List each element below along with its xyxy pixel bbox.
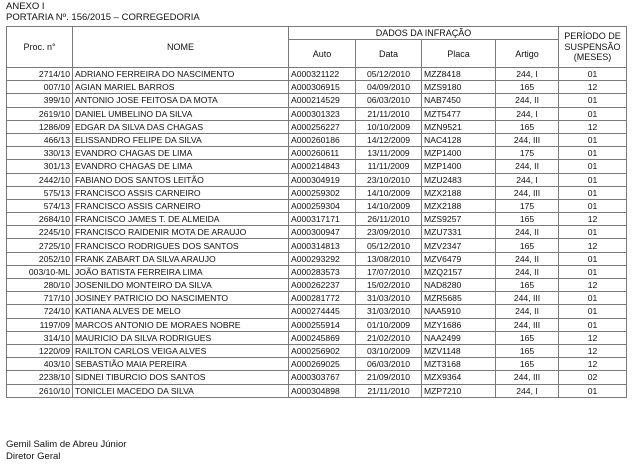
suspension-table [6,26,627,398]
cell-artigo: 244, I [496,173,559,186]
cell-nome: FRANCISCO JAMES T. DE ALMEIDA [73,213,289,226]
cell-data: 13/11/2009 [356,147,422,160]
table-row [7,213,627,226]
header-proc: Proc. n° [7,27,73,68]
cell-periodo: 01 [559,186,627,199]
cell-data: 01/10/2009 [356,318,422,331]
cell-proc: 574/13 [7,199,73,212]
cell-placa: MZS9257 [422,213,496,226]
table-row [7,358,627,371]
cell-data: 05/12/2010 [356,68,422,81]
cell-auto: A000256902 [289,344,356,357]
table-row [7,81,627,94]
cell-proc: 1197/09 [7,318,73,331]
cell-periodo: 01 [559,226,627,239]
cell-placa: MZU7331 [422,226,496,239]
cell-data: 14/10/2009 [356,186,422,199]
cell-periodo: 12 [559,279,627,292]
cell-periodo: 12 [559,81,627,94]
header-data: Data [356,40,422,68]
cell-periodo: 01 [559,305,627,318]
cell-proc: 2238/10 [7,371,73,384]
cell-artigo: 244, III [496,292,559,305]
header-dados-infracao: DADOS DA INFRAÇÃO [289,27,559,40]
cell-placa: MZQ2157 [422,265,496,278]
cell-data: 21/11/2010 [356,384,422,397]
cell-artigo: 165 [496,239,559,252]
cell-placa: MZY1686 [422,318,496,331]
cell-placa: MZV6479 [422,252,496,265]
table-row [7,107,627,120]
cell-periodo: 12 [559,213,627,226]
cell-data: 21/09/2010 [356,371,422,384]
cell-auto: A000283573 [289,265,356,278]
cell-periodo: 12 [559,239,627,252]
cell-nome: MARCOS ANTONIO DE MORAES NOBRE [73,318,289,331]
cell-placa: NAC4128 [422,133,496,146]
cell-data: 06/03/2010 [356,94,422,107]
cell-auto: A000274445 [289,305,356,318]
cell-periodo: 02 [559,371,627,384]
cell-placa: MZX2188 [422,199,496,212]
cell-proc: 2442/10 [7,173,73,186]
cell-data: 04/09/2010 [356,81,422,94]
signer-name: Gemil Salim de Abreu Júnior [6,439,127,450]
cell-data: 23/09/2010 [356,226,422,239]
cell-proc: 403/10 [7,358,73,371]
cell-data: 06/03/2010 [356,358,422,371]
cell-placa: NAB7450 [422,94,496,107]
cell-nome: TONICLEI MACEDO DA SILVA [73,384,289,397]
header-periodo-line2: SUSPENSÃO [564,41,621,52]
table-row [7,279,627,292]
cell-data: 23/10/2010 [356,173,422,186]
cell-proc: 466/13 [7,133,73,146]
cell-artigo: 165 [496,120,559,133]
cell-data: 11/11/2009 [356,160,422,173]
table-row [7,239,627,252]
cell-placa: MZV1148 [422,344,496,357]
table-row [7,133,627,146]
cell-auto: A000301323 [289,107,356,120]
cell-nome: EVANDRO CHAGAS DE LIMA [73,160,289,173]
header-artigo: Artigo [496,40,559,68]
table-row [7,94,627,107]
table-row [7,331,627,344]
cell-artigo: 244, III [496,133,559,146]
cell-artigo: 165 [496,331,559,344]
table-body [7,68,627,398]
table-row [7,265,627,278]
cell-placa: MZR5685 [422,292,496,305]
cell-proc: 314/10 [7,331,73,344]
cell-artigo: 165 [496,213,559,226]
cell-nome: ANTONIO JOSE FEITOSA DA MOTA [73,94,289,107]
cell-auto: A000269025 [289,358,356,371]
signer-role: Diretor Geral [6,451,61,462]
cell-proc: 2684/10 [7,213,73,226]
table-row [7,371,627,384]
cell-auto: A000321122 [289,68,356,81]
cell-proc: 2245/10 [7,226,73,239]
cell-artigo: 244, I [496,107,559,120]
cell-placa: NAD8280 [422,279,496,292]
cell-periodo: 12 [559,331,627,344]
cell-periodo: 01 [559,160,627,173]
cell-proc: 007/10 [7,81,73,94]
cell-data: 21/02/2010 [356,331,422,344]
cell-auto: A000256227 [289,120,356,133]
cell-nome: SEBASTIÃO MAIA PEREIRA [73,358,289,371]
table-row [7,199,627,212]
cell-auto: A000255914 [289,318,356,331]
cell-nome: ADRIANO FERREIRA DO NASCIMENTO [73,68,289,81]
cell-artigo: 244, II [496,94,559,107]
cell-placa: MZN9521 [422,120,496,133]
table-row [7,305,627,318]
table-row [7,186,627,199]
cell-nome: MAURICIO DA SILVA RODRIGUES [73,331,289,344]
table-row [7,384,627,397]
cell-data: 17/07/2010 [356,265,422,278]
table-row [7,344,627,357]
cell-nome: AGIAN MARIEL BARROS [73,81,289,94]
cell-auto: A000260186 [289,133,356,146]
cell-artigo: 244, III [496,318,559,331]
cell-nome: FRANCISCO ASSIS CARNEIRO [73,199,289,212]
cell-placa: MZX2188 [422,186,496,199]
cell-proc: 399/10 [7,94,73,107]
cell-placa: MZS9180 [422,81,496,94]
cell-proc: 2725/10 [7,239,73,252]
cell-placa: NAA2499 [422,331,496,344]
cell-periodo: 01 [559,318,627,331]
cell-auto: A000245869 [289,331,356,344]
cell-artigo: 165 [496,279,559,292]
cell-proc: 2052/10 [7,252,73,265]
cell-data: 31/03/2010 [356,292,422,305]
cell-proc: 717/10 [7,292,73,305]
table-row [7,292,627,305]
table-row [7,252,627,265]
cell-proc: 301/13 [7,160,73,173]
cell-auto: A000214529 [289,94,356,107]
ordinance-title: PORTARIA Nº. 156/2015 – CORREGEDORIA [6,12,200,23]
cell-data: 31/03/2010 [356,305,422,318]
cell-auto: A000281772 [289,292,356,305]
cell-periodo: 01 [559,173,627,186]
cell-periodo: 12 [559,358,627,371]
cell-artigo: 244, I [496,68,559,81]
cell-nome: EVANDRO CHAGAS DE LIMA [73,147,289,160]
cell-periodo: 01 [559,68,627,81]
cell-periodo: 01 [559,252,627,265]
cell-placa: MZZ8418 [422,68,496,81]
cell-artigo: 244, II [496,160,559,173]
cell-auto: A000303767 [289,371,356,384]
cell-artigo: 165 [496,81,559,94]
cell-periodo: 01 [559,265,627,278]
cell-data: 26/11/2010 [356,213,422,226]
cell-auto: A000259302 [289,186,356,199]
cell-periodo: 12 [559,344,627,357]
cell-proc: 1286/09 [7,120,73,133]
cell-artigo: 244, III [496,186,559,199]
table-row [7,120,627,133]
cell-nome: RAILTON CARLOS VEIGA ALVES [73,344,289,357]
cell-nome: JOSINEY PATRICIO DO NASCIMENTO [73,292,289,305]
header-nome: NOME [73,27,289,68]
header-periodo-line3: (MESES) [573,52,612,63]
cell-periodo: 01 [559,199,627,212]
cell-data: 14/12/2009 [356,133,422,146]
table-row [7,318,627,331]
cell-artigo: 175 [496,147,559,160]
cell-periodo: 01 [559,94,627,107]
cell-nome: EDGAR DA SILVA DAS CHAGAS [73,120,289,133]
cell-proc: 575/13 [7,186,73,199]
cell-nome: DANIEL UMBELINO DA SILVA [73,107,289,120]
cell-periodo: 12 [559,120,627,133]
header-periodo [559,27,627,68]
cell-nome: FRANK ZABART DA SILVA ARAUJO [73,252,289,265]
cell-auto: A000293292 [289,252,356,265]
cell-artigo: 165 [496,344,559,357]
cell-periodo: 01 [559,384,627,397]
table-row [7,160,627,173]
cell-placa: MZT5477 [422,107,496,120]
cell-proc: 2610/10 [7,384,73,397]
table-row [7,147,627,160]
cell-nome: JOÃO BATISTA FERREIRA LIMA [73,265,289,278]
header-periodo-line1: PERÍODO DE [564,31,621,42]
cell-proc: 280/10 [7,279,73,292]
table-row [7,226,627,239]
cell-data: 15/02/2010 [356,279,422,292]
cell-auto: A000306915 [289,81,356,94]
cell-auto: A000214843 [289,160,356,173]
cell-placa: MZT3168 [422,358,496,371]
cell-data: 03/10/2009 [356,344,422,357]
cell-proc: 724/10 [7,305,73,318]
cell-auto: A000260611 [289,147,356,160]
annex-title: ANEXO I [6,1,45,12]
cell-data: 21/11/2010 [356,107,422,120]
cell-artigo: 175 [496,199,559,212]
cell-auto: A000262237 [289,279,356,292]
cell-proc: 003/10-ML [7,265,73,278]
cell-placa: NAA5910 [422,305,496,318]
cell-placa: MZP7210 [422,384,496,397]
cell-placa: MZU2483 [422,173,496,186]
cell-proc: 2714/10 [7,68,73,81]
cell-placa: MZP1400 [422,160,496,173]
cell-artigo: 244, II [496,265,559,278]
cell-artigo: 244, III [496,371,559,384]
cell-artigo: 165 [496,358,559,371]
cell-data: 05/12/2010 [356,239,422,252]
cell-periodo: 01 [559,133,627,146]
cell-auto: A000317171 [289,213,356,226]
cell-nome: FABIANO DOS SANTOS LEITÃO [73,173,289,186]
cell-nome: FRANCISCO ASSIS CARNEIRO [73,186,289,199]
header-placa: Placa [422,40,496,68]
cell-auto: A000259304 [289,199,356,212]
cell-artigo: 244, II [496,226,559,239]
cell-data: 14/10/2009 [356,199,422,212]
cell-periodo: 01 [559,107,627,120]
cell-nome: FRANCISCO RODRIGUES DOS SANTOS [73,239,289,252]
cell-nome: JOSENILDO MONTEIRO DA SILVA [73,279,289,292]
table-row [7,68,627,81]
cell-periodo: 01 [559,147,627,160]
cell-artigo: 244, II [496,252,559,265]
cell-periodo: 01 [559,292,627,305]
cell-placa: MZP1400 [422,147,496,160]
cell-data: 10/10/2009 [356,120,422,133]
cell-nome: FRANCISCO RAIDENIR MOTA DE ARAUJO [73,226,289,239]
cell-nome: ELISSANDRO FELIPE DA SILVA [73,133,289,146]
cell-nome: SIDNEI TIBURCIO DOS SANTOS [73,371,289,384]
cell-nome: KATIANA ALVES DE MELO [73,305,289,318]
header-auto: Auto [289,40,356,68]
table-row [7,173,627,186]
cell-auto: A000304919 [289,173,356,186]
cell-placa: MZX9364 [422,371,496,384]
cell-artigo: 244, I [496,384,559,397]
cell-data: 13/08/2010 [356,252,422,265]
cell-proc: 2619/10 [7,107,73,120]
cell-artigo: 244, II [496,305,559,318]
cell-placa: MZV2347 [422,239,496,252]
cell-proc: 1220/09 [7,344,73,357]
cell-proc: 330/13 [7,147,73,160]
cell-auto: A000304898 [289,384,356,397]
cell-auto: A000314813 [289,239,356,252]
cell-auto: A000300947 [289,226,356,239]
